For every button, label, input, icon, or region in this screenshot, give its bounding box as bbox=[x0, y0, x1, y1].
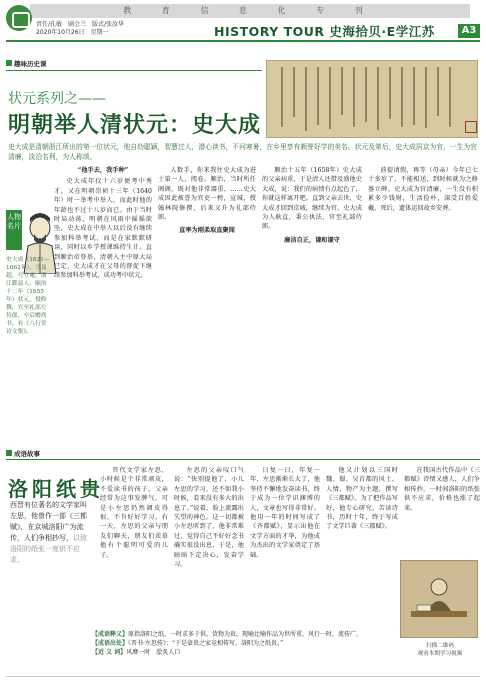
qr-caption: 扫描二维码 观看本期学习视频 bbox=[417, 643, 463, 657]
idiom-source-label: 【成语出处】 bbox=[92, 640, 129, 647]
seal-stamp-icon bbox=[465, 121, 477, 133]
column-paragraph: 在我国古代作品中《三都赋》诗情又感人，人们争相传抄，一时间洛阳的纸张供不应求，价格也涨了起来。 bbox=[404, 467, 480, 512]
idiom-synonym-label: 【近 义 词】 bbox=[92, 649, 127, 656]
idiom-column-5 bbox=[404, 466, 480, 556]
idiom-column-2 bbox=[174, 466, 244, 626]
editor-line: 责任/孔敏 刷会兰 版式/张汝华 bbox=[36, 21, 125, 28]
article-column-1 bbox=[54, 166, 152, 456]
idiom-synonym-row bbox=[92, 648, 382, 657]
article-column-4 bbox=[368, 166, 478, 456]
section-rule bbox=[6, 459, 480, 460]
idiom-source-text: 《晋书·左思传》：“于是豪贵之家竞相传写，洛阳为之纸贵。” bbox=[128, 640, 284, 647]
idiom-meaning-row bbox=[92, 630, 382, 639]
section-tab-label: 趣味历史课 bbox=[14, 59, 47, 68]
ancient-scholar-illustration-icon bbox=[401, 561, 477, 637]
page-number: A3 bbox=[458, 24, 480, 38]
newspaper-logo-icon bbox=[6, 5, 32, 31]
idiom-lead-main: 西晋有位著名的文学家叫左思，他曾作一部《三都赋》，在京城洛阳广为流传，人们争相抄写， bbox=[10, 501, 87, 542]
column-paragraph: 人数手，你来我往史大成为进士第一人，阅卷。顺治，当时所任阁阁，既对他非常器重，……史大成因此被誉为官吏一榜，宣城，授翰林院修撰，后来又升为礼部侍郎。 bbox=[158, 167, 256, 222]
section-tab-label: 成语故事 bbox=[14, 449, 40, 458]
illustration-image bbox=[400, 560, 478, 638]
idiom-lead-tail: 以致洛阳的纸张一度供不应求。 bbox=[10, 534, 87, 564]
article-headline: 明朝举人清状元：史大成 bbox=[8, 113, 262, 138]
article-intro: 史大成是清朝浙江所出的第一位状元，他自幼聪颖，智慧过人，潜心读书，不问寒暑，在乡里享有颇誉好学的美名。状元及第后，史大成居京为官，一生为官清廉，淡泊名利，为人称颂。 bbox=[8, 143, 477, 161]
idiom-source-row bbox=[92, 639, 382, 648]
series-subheading: 状元系列之—— bbox=[8, 91, 106, 107]
column-paragraph: 左思的父亲叹口气说：“快别提他了，小儿左思的学习，还不如我小时候，看来没有多大的出息了。”说着，脸上流露出失望的神色。这一切都被小左思听到了，他非常难过，觉得自己不好好念书确实很没出息，于是，他暗暗下定决心，发奋学习。 bbox=[174, 467, 244, 569]
bottom-rule bbox=[6, 676, 480, 677]
page-title-cn: 史海拾贝·E学江苏 bbox=[329, 24, 435, 39]
idiom-notes bbox=[92, 630, 382, 657]
column-paragraph: 顺治十五年（1658年）史大成的父亲病重，于是清人还借及盛他史大成，说：我们的病情有点起色了，你就这样离开吧。直到父亲去世，史大成才回到京城，继续为官。史大成为人耿直，秉公执法，官至礼部侍郎。 bbox=[262, 167, 362, 231]
idiom-synonym-text: 风靡一时 脍炙人口 bbox=[126, 649, 181, 656]
column-subheading: 廉洁自正，谦和谦守 bbox=[284, 236, 340, 244]
section-tab-history bbox=[6, 58, 47, 68]
page-title-en: HISTORY TOUR bbox=[214, 24, 325, 39]
section-tab-idiom bbox=[6, 448, 40, 458]
column-heading: “他手去，我手种” bbox=[77, 167, 129, 174]
article-column-3 bbox=[262, 166, 362, 456]
issue-meta bbox=[36, 21, 124, 37]
column-paragraph: 日复一日，年复一年，左思渐渐长大了，他坚持不懈地发奋读书，终于成为一位学识渊博的人，文章也写得非常好。他用一年的时间写成了《齐都赋》，显示出他在文学方面的才华，为他成为杰出的文学家奠定了基础。 bbox=[250, 467, 320, 559]
section-marker-icon bbox=[6, 450, 12, 456]
idiom-meaning-label: 【成语释义】 bbox=[92, 631, 129, 638]
page-banner bbox=[0, 0, 486, 54]
banner-tagline: 教 育 信 息 化 专 刊 bbox=[30, 4, 470, 18]
banner-rule bbox=[6, 40, 480, 42]
article-column-2 bbox=[158, 166, 256, 456]
column-paragraph: 晋代文学家左思，小时候是个非常顽皮，不爱读书的孩子。父亲经常为这事发脾气，可是小左思仍然调皮得很，不肯好好学习。有一天，左思的父亲与朋友们聊天，朋友们羡慕他有个聪明可爱的儿子。 bbox=[100, 467, 168, 559]
idiom-column-3 bbox=[250, 466, 320, 626]
figure-card-tag: 人物名片 bbox=[6, 210, 22, 250]
column-subheading: 直率为刚柔取直聚闻 bbox=[179, 227, 235, 235]
idiom-column-4 bbox=[326, 466, 398, 626]
page-title bbox=[214, 22, 435, 40]
section-rule bbox=[6, 70, 262, 71]
idiom-meaning-text: 原指洛阳之纸，一时求多于供，货物为贵，现喻比喻作品为世所重，风行一时，流传广。 bbox=[128, 631, 363, 638]
column-paragraph: 史大成年仅十六岁便考中秀才，又在明朝崇祯十三年（1640年）时一举考中举人，而此时他的年龄也不过十八岁而已。由于当时时局动荡，明朝在风雨中摇摇欲坠，史大成在中举人以后没有继续参加科举考试，而是在家默默研读，同时以乡学授课维持生计。直到顺治帝登基，清朝入主中原大局已定，史大成才在父母的督促下继续参加科举考试，成功考中状元。 bbox=[54, 178, 152, 280]
column-paragraph: 前提请假，再等（母亲）今年已七十多岁了，不能相送，到时候就为之修墓立碑。史大成为官清廉，一生没有积累多少钱财，生活俭朴，深受百姓爱戴。死后，遗体运回故乡安葬。 bbox=[368, 167, 478, 212]
calligraphy-scroll-image bbox=[266, 60, 478, 138]
idiom-headline: 洛阳纸贵 bbox=[8, 477, 104, 501]
idiom-lead bbox=[10, 500, 92, 566]
column-paragraph: 他又计划以三国时魏、蜀、吴首都的风土、人情、物产为主题，撰写《三都赋》。为了把作品写好，他专心研究，苦读诗书，历时十年，终于写成了文学巨著《三都赋》。 bbox=[326, 467, 398, 531]
section-marker-icon bbox=[6, 60, 12, 66]
idiom-column-1 bbox=[100, 466, 168, 626]
figure-caption: 史大成（1621—1662年），字及超，号立庵，浙江鄞县人。顺治十二年（1655年）状元，授修撰，官至礼部左侍郎，卒后赠尚书。有《八行堂诗文集》。 bbox=[6, 257, 50, 335]
date-line: 2020年10月26日 星期一 bbox=[36, 29, 109, 36]
